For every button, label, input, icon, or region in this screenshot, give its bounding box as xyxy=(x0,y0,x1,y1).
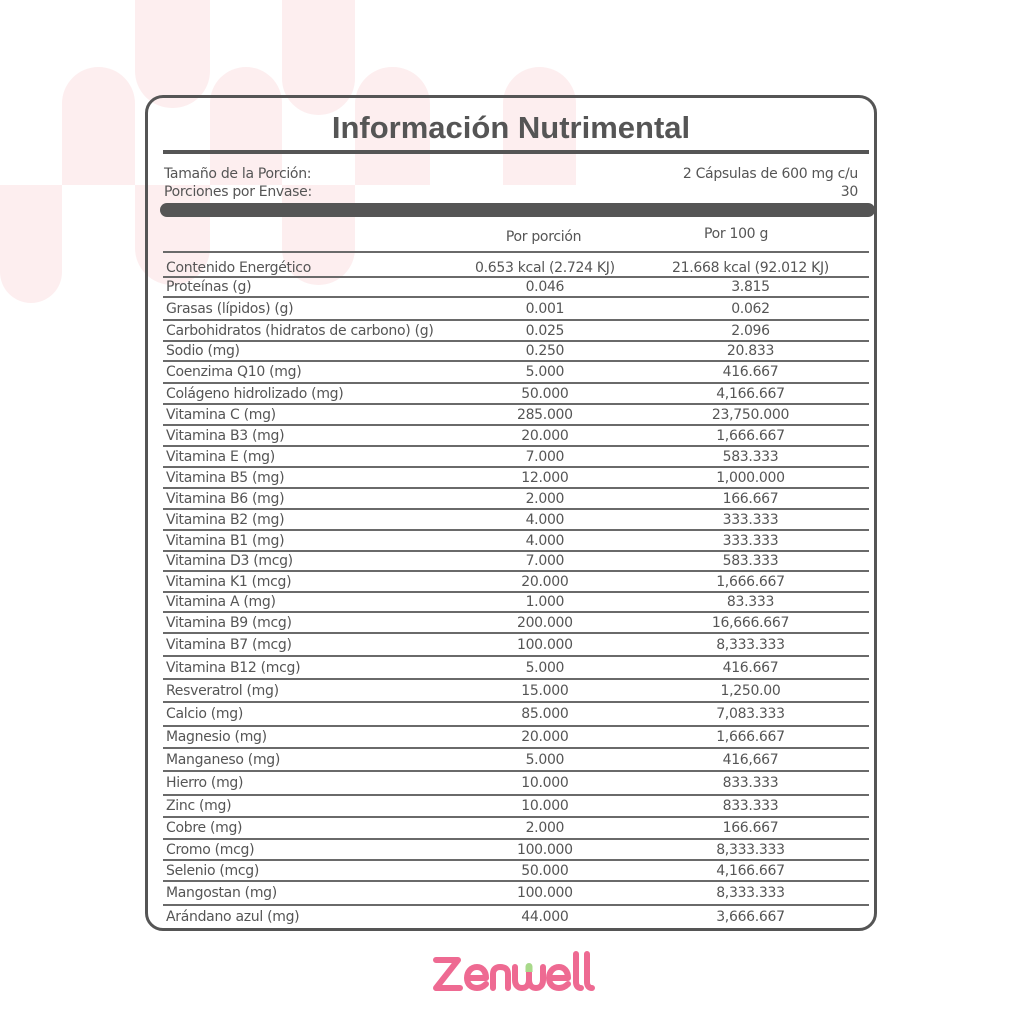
nutrient-name: Vitamina D3 (mcg) xyxy=(166,553,293,569)
per-serving-value: 20.000 xyxy=(521,427,569,444)
per-100g-value: 4,166.667 xyxy=(716,385,785,402)
table-row xyxy=(163,550,869,570)
per-100g-value: 333.333 xyxy=(722,532,779,549)
per-100g-value: 333.333 xyxy=(722,511,779,528)
per-serving-value: 0.001 xyxy=(525,300,565,317)
per-serving-value: 100.000 xyxy=(516,841,573,858)
per-100g-value: 2.096 xyxy=(731,322,770,339)
nutrient-name: Carbohidratos (hidratos de carbono) (g) xyxy=(166,322,434,339)
table-row xyxy=(163,770,869,794)
brand-logo-icon xyxy=(430,948,595,996)
per-serving-value: 100.000 xyxy=(516,885,573,901)
table-row xyxy=(163,487,869,508)
nutrient-name: Arándano azul (mg) xyxy=(166,909,300,925)
per-serving-value: 285.000 xyxy=(516,406,573,423)
table-row xyxy=(163,403,869,424)
per-100g-value: 416.667 xyxy=(722,659,779,676)
per-100g-value: 416,667 xyxy=(722,751,779,768)
nutrient-name: Grasas (lípidos) (g) xyxy=(166,300,294,317)
per-100g-value: 20.833 xyxy=(726,343,775,359)
nutrient-name: Contenido Energético xyxy=(166,259,311,276)
nutrient-name: Resveratrol (mg) xyxy=(166,682,279,699)
serving-size-value: 2 Cápsulas de 600 mg c/u xyxy=(682,166,858,182)
table-row xyxy=(163,570,869,591)
per-100g-value: 1,000.000 xyxy=(716,469,785,486)
table-row xyxy=(163,360,869,382)
nutrient-name: Selenio (mcg) xyxy=(166,862,260,879)
table-row xyxy=(163,340,869,360)
column-header-per-serving: Por porción xyxy=(505,229,582,245)
per-serving-value: 100.000 xyxy=(516,636,573,653)
serving-size-label: Tamaño de la Porción: xyxy=(164,166,312,182)
nutrient-name: Hierro (mg) xyxy=(166,775,244,791)
servings-label: Porciones por Envase: xyxy=(164,184,312,200)
per-100g-value: 1,666.667 xyxy=(716,427,785,444)
table-row xyxy=(163,591,869,611)
section-divider-bar xyxy=(160,203,875,217)
per-serving-value: 4.000 xyxy=(525,511,565,528)
nutrient-name: Vitamina K1 (mcg) xyxy=(166,573,292,590)
table-row xyxy=(163,466,869,487)
table-row xyxy=(163,319,869,340)
serving-size-row xyxy=(164,166,858,182)
per-serving-value: 15.000 xyxy=(521,682,569,699)
table-row xyxy=(163,880,869,904)
per-serving-value: 4.000 xyxy=(525,532,565,549)
background-pill xyxy=(0,185,62,303)
per-serving-value: 7.000 xyxy=(525,553,565,569)
per-serving-value: 5.000 xyxy=(525,659,565,676)
table-row xyxy=(163,382,869,403)
table-row xyxy=(163,445,869,466)
nutrient-name: Proteínas (g) xyxy=(166,279,252,295)
table-row xyxy=(163,632,869,655)
table-row xyxy=(163,611,869,632)
zenwell-logo xyxy=(430,948,595,996)
per-serving-value: 12.000 xyxy=(521,469,569,486)
per-100g-value: 583.333 xyxy=(722,553,779,569)
per-serving-value: 0.250 xyxy=(525,343,565,359)
table-row xyxy=(163,296,869,319)
nutrient-name: Sodio (mg) xyxy=(166,343,240,359)
per-100g-value: 83.333 xyxy=(726,594,775,610)
per-100g-value: 8,333.333 xyxy=(716,636,785,653)
per-100g-value: 8,333.333 xyxy=(716,885,785,901)
nutrient-name: Vitamina A (mg) xyxy=(166,594,276,610)
per-serving-value: 20.000 xyxy=(521,729,569,745)
title-divider xyxy=(163,150,869,154)
nutrient-name: Manganeso (mg) xyxy=(166,751,281,768)
per-100g-value: 166.667 xyxy=(722,820,779,836)
table-row xyxy=(163,904,869,928)
nutrient-name: Mangostan (mg) xyxy=(166,885,277,901)
per-serving-value: 7.000 xyxy=(525,448,565,465)
per-serving-value: 44.000 xyxy=(521,909,569,925)
table-row xyxy=(163,794,869,816)
table-row xyxy=(163,251,869,276)
nutrient-name: Vitamina B9 (mcg) xyxy=(166,614,292,631)
per-serving-value: 1.000 xyxy=(525,594,565,610)
table-row xyxy=(163,859,869,880)
per-serving-value: 5.000 xyxy=(525,751,565,768)
nutrient-name: Vitamina E (mg) xyxy=(166,448,275,465)
servings-per-container-row xyxy=(164,184,858,200)
per-serving-value: 85.000 xyxy=(521,706,569,722)
per-100g-value: 583.333 xyxy=(722,448,779,465)
table-row xyxy=(163,276,869,296)
per-serving-value: 2.000 xyxy=(525,490,565,507)
per-100g-value: 166.667 xyxy=(722,490,779,507)
per-100g-value: 21.668 kcal (92.012 KJ) xyxy=(672,259,829,276)
nutrient-name: Calcio (mg) xyxy=(166,706,243,722)
per-serving-value: 2.000 xyxy=(525,820,565,836)
table-row xyxy=(163,508,869,529)
column-header-per-100g: Por 100 g xyxy=(703,226,769,242)
per-100g-value: 833.333 xyxy=(722,775,779,791)
per-100g-value: 1,250.00 xyxy=(720,682,781,699)
per-serving-value: 0.025 xyxy=(525,322,565,339)
nutrient-name: Magnesio (mg) xyxy=(166,729,267,745)
nutrition-facts-panel xyxy=(145,95,877,931)
per-100g-value: 16,666.667 xyxy=(711,614,790,631)
per-100g-value: 1,666.667 xyxy=(716,729,785,745)
nutrient-name: Cromo (mcg) xyxy=(166,841,255,858)
servings-value: 30 xyxy=(840,184,858,200)
per-serving-value: 5.000 xyxy=(525,364,565,380)
per-serving-value: 200.000 xyxy=(516,614,573,631)
background-pill xyxy=(135,0,210,108)
per-100g-value: 1,666.667 xyxy=(716,573,785,590)
table-row xyxy=(163,424,869,445)
nutrient-name: Vitamina B1 (mg) xyxy=(166,532,285,549)
nutrient-name: Cobre (mg) xyxy=(166,820,243,836)
nutrient-name: Vitamina B6 (mg) xyxy=(166,490,285,507)
per-serving-value: 50.000 xyxy=(521,385,569,402)
nutrient-name: Vitamina B12 (mcg) xyxy=(166,659,301,676)
table-row xyxy=(163,816,869,838)
per-100g-value: 0.062 xyxy=(731,300,770,317)
per-serving-value: 20.000 xyxy=(521,573,569,590)
per-100g-value: 416.667 xyxy=(722,364,779,380)
per-100g-value: 833.333 xyxy=(722,798,779,814)
table-row xyxy=(163,725,869,747)
per-100g-value: 8,333.333 xyxy=(716,841,785,858)
panel-title: Información Nutrimental xyxy=(331,110,691,145)
background-pill xyxy=(62,67,135,185)
per-100g-value: 3.815 xyxy=(731,279,770,295)
nutrient-name: Vitamina C (mg) xyxy=(166,406,276,423)
nutrient-name: Vitamina B7 (mcg) xyxy=(166,636,292,653)
per-100g-value: 7,083.333 xyxy=(716,706,785,722)
table-row xyxy=(163,655,869,678)
per-serving-value: 0.653 kcal (2.724 KJ) xyxy=(475,259,615,276)
per-serving-value: 10.000 xyxy=(521,798,569,814)
table-row xyxy=(163,747,869,770)
per-100g-value: 3,666.667 xyxy=(716,909,785,925)
nutrient-name: Zinc (mg) xyxy=(166,798,232,814)
nutrient-name: Coenzima Q10 (mg) xyxy=(166,364,302,380)
per-serving-value: 10.000 xyxy=(521,775,569,791)
per-serving-value: 0.046 xyxy=(525,279,565,295)
per-serving-value: 50.000 xyxy=(521,862,569,879)
table-row xyxy=(163,701,869,725)
per-100g-value: 4,166.667 xyxy=(716,862,785,879)
nutrient-name: Vitamina B5 (mg) xyxy=(166,469,285,486)
table-row xyxy=(163,678,869,701)
table-row xyxy=(163,838,869,859)
nutrient-name: Vitamina B2 (mg) xyxy=(166,511,285,528)
table-row xyxy=(163,529,869,550)
per-100g-value: 23,750.000 xyxy=(711,406,790,423)
nutrient-name: Vitamina B3 (mg) xyxy=(166,427,285,444)
nutrient-table xyxy=(163,251,869,928)
nutrient-name: Colágeno hidrolizado (mg) xyxy=(166,385,344,402)
